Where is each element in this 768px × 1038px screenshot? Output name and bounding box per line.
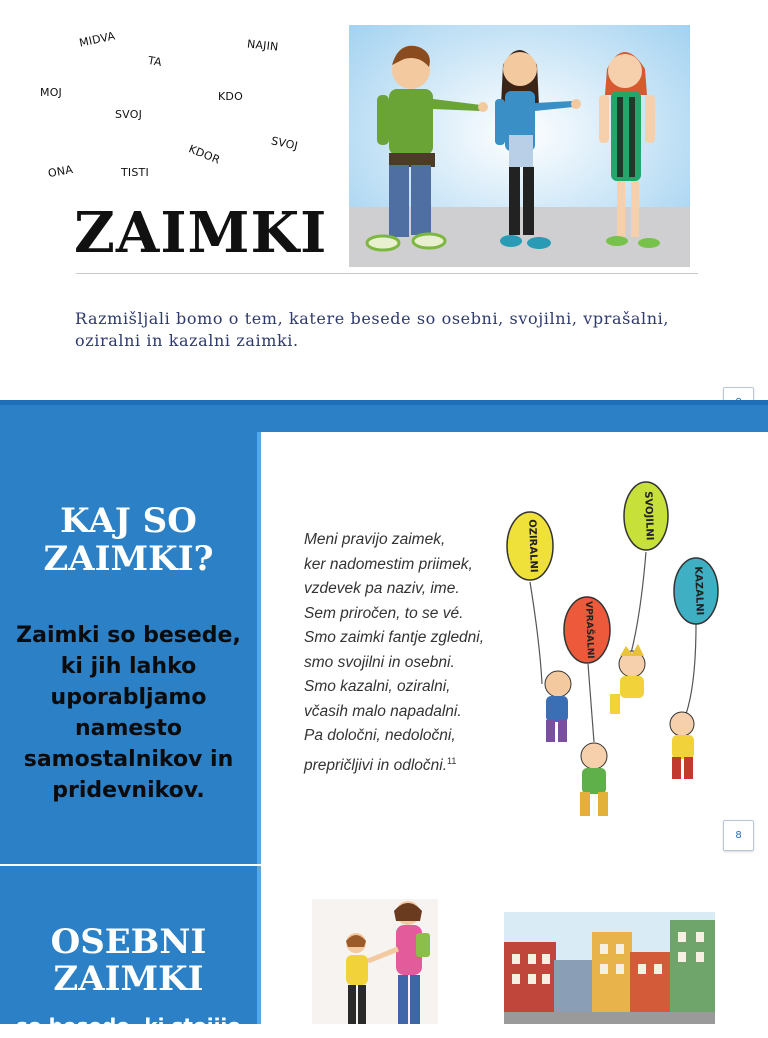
page-badge-button[interactable] (723, 820, 754, 851)
floating-word: ONA (47, 162, 74, 181)
poem-line: Pa določni, nedoločni, (304, 727, 456, 744)
title-divider (76, 273, 698, 274)
balloon-label: OZIRALNI (526, 519, 539, 573)
definition-text: Zaimki so besede, ki jih lahko uporabljamo namesto samostalnikov in pridevnikov. (16, 623, 241, 803)
poem-footnote: 11 (447, 755, 457, 766)
slide-title (0, 0, 768, 400)
slide-kaj-so-zaimki (0, 432, 768, 866)
poem-line: Meni pravijo zaimek, (304, 531, 446, 548)
poem (304, 528, 514, 778)
city-buildings-illustration (504, 912, 715, 1024)
floating-word: NAJIN (246, 37, 280, 54)
poem-line: Smo zaimki fantje zgledni, (304, 629, 485, 646)
poem-line: Smo kazalni, oziralni, (304, 678, 451, 695)
floating-word: TA (146, 53, 163, 70)
mother-daughter-illustration (312, 899, 438, 1024)
poem-line: ker nadomestim priimek, (304, 555, 473, 573)
floating-word: KDO (218, 90, 243, 103)
balloon-label: SVOJILNI (642, 491, 655, 541)
floating-word: KDOR (186, 142, 223, 167)
floating-word: MOJ (40, 86, 62, 99)
slide-osebni-zaimki (0, 866, 768, 1038)
slide-divider-band (0, 400, 768, 432)
poem-line: včasih malo napadalni. (304, 702, 462, 720)
cover-illustration (349, 25, 690, 267)
side-panel-edge (257, 432, 261, 866)
slide-heading: OSEBNI ZAIMKI (50, 922, 207, 999)
floating-word: SVOJ (115, 108, 143, 121)
page-title: ZAIMKI (74, 200, 328, 266)
poem-line (304, 749, 514, 779)
page-badge-label: 8 (735, 830, 742, 841)
slide-body-text: so besede, ki stojijo (15, 1014, 242, 1038)
side-panel-edge (257, 866, 261, 1024)
floating-word: SVOJ (269, 134, 300, 153)
slide-heading: KAJ SO ZAIMKI? (43, 501, 214, 579)
balloons-illustration (500, 474, 730, 834)
balloon-label: KAZALNI (692, 566, 705, 616)
poem-line: Sem priročen, to se vé. (304, 604, 464, 622)
slide-subtitle: Razmišljali bomo o tem, katere besede so osebni, svojilni, vprašalni, oziralni in kazalni zaimki. (75, 309, 670, 350)
side-panel (0, 866, 257, 1038)
balloon-label: VPRAŠALNI (582, 601, 595, 659)
poem-line: smo svojilni in osebni. (304, 653, 455, 671)
poem-line: vzdevek pa naziv, ime. (304, 580, 460, 597)
poem-line-text: prepričljivi in odločni. (304, 756, 448, 774)
floating-word: TISTI (121, 166, 149, 179)
floating-word: MIDVA (78, 29, 117, 50)
side-panel (0, 432, 257, 866)
